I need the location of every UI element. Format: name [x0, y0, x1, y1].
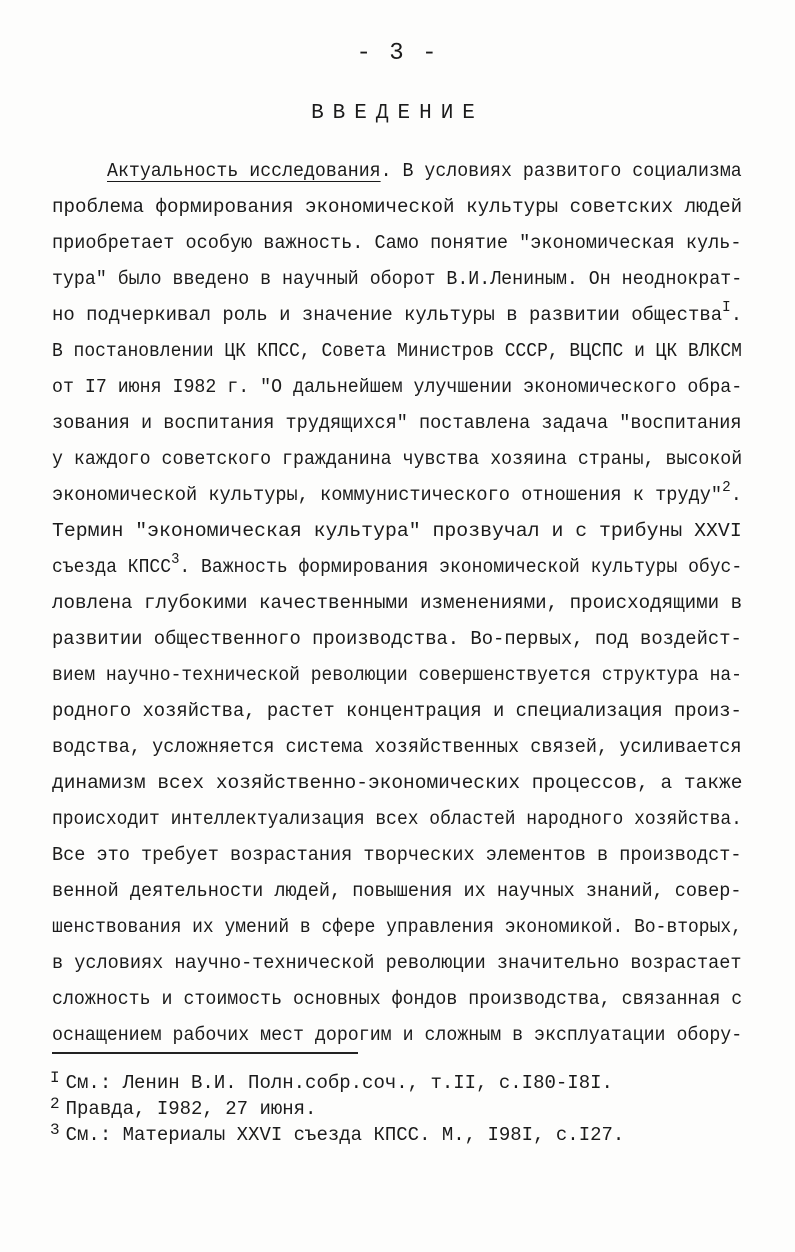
text-line: тура" было введено в научный оборот В.И.Лениным. Он неоднократ-: [52, 268, 743, 290]
underlined-lead: Актуальность исследования: [107, 160, 381, 182]
text-line: у каждого советского гражданина чувства хозяина страны, высокой: [52, 448, 743, 470]
text-line: съезда КПСС$^3$. Важность формирования экономической культуры обус-: [52, 551, 743, 578]
footnote: [50, 1071, 613, 1096]
text-line: Актуальность исследования. В условиях развитого социализма: [107, 160, 742, 182]
footnote-text: См.: Ленин В.И. Полн.собр.соч., т.II, с.I80-I8I.: [65, 1072, 613, 1094]
text-line: происходит интеллектуализация всех областей народного хозяйства.: [52, 808, 742, 830]
text-line: но подчеркивал роль и значение культуры в развитии общества$^I$.: [52, 299, 743, 326]
footnote-divider: [52, 1052, 358, 1054]
footnote: [50, 1123, 624, 1148]
text-line: ловлена глубокими качественными изменениями, происходящими в: [52, 592, 743, 614]
footnote-text: См.: Материалы ХХVI съезда КПСС. М., I98I, с.I27.: [65, 1124, 625, 1146]
footnote-mark: I: [50, 1069, 60, 1087]
text-line: динамизм всех хозяйственно-экономических процессов, а также: [52, 772, 743, 794]
text-line: в условиях научно-технической революции значительно возрастает: [52, 952, 742, 974]
text-line: шенствования их умений в сфере управления экономикой. Во-вторых,: [52, 916, 742, 938]
text-line: приобретает особую важность. Само понятие "экономическая куль-: [52, 232, 742, 254]
text-line: вием научно-технической революции совершенствуется структура на-: [52, 664, 742, 686]
text-line: проблема формирования экономической культуры советских людей: [52, 196, 743, 218]
text-line: зования и воспитания трудящихся" поставлена задача "воспитания: [52, 412, 742, 434]
footnote-mark: 3: [50, 1121, 60, 1139]
text-line: В постановлении ЦК КПСС, Совета Министров СССР, ВЦСПС и ЦК ВЛКСМ: [52, 340, 742, 362]
text-line: сложность и стоимость основных фондов производства, связанная с: [52, 988, 743, 1010]
text-line: оснащением рабочих мест дорогим и сложным в эксплуатации обору-: [52, 1024, 743, 1046]
footnote: [50, 1097, 316, 1122]
text-line: от I7 июня I982 г. "О дальнейшем улучшении экономического обра-: [52, 376, 743, 398]
footnote-ref: 2: [722, 479, 731, 496]
text-line: родного хозяйства, растет концентрация и специализация произ-: [52, 700, 742, 722]
text-line: экономической культуры, коммунистического отношения к труду"$^2$.: [52, 479, 742, 506]
footnote-mark: 2: [50, 1095, 60, 1113]
text-line: Все это требует возрастания творческих элементов в производст-: [52, 844, 742, 866]
text-line: Термин "экономическая культура" прозвучал и с трибуны ХХVI: [52, 520, 742, 542]
footnote-ref: 3: [171, 551, 180, 568]
page-number: - 3 -: [356, 40, 439, 67]
text-line: венной деятельности людей, повышения их научных знаний, совер-: [52, 880, 742, 902]
text-line: развитии общественного производства. Во-первых, под воздейст-: [52, 628, 742, 650]
page-title: ВВЕДЕНИЕ: [311, 102, 484, 125]
footnote-ref: I: [722, 299, 731, 316]
text-line: водства, усложняется система хозяйственных связей, усиливается: [52, 736, 742, 758]
footnote-text: Правда, I982, 27 июня.: [65, 1098, 317, 1120]
